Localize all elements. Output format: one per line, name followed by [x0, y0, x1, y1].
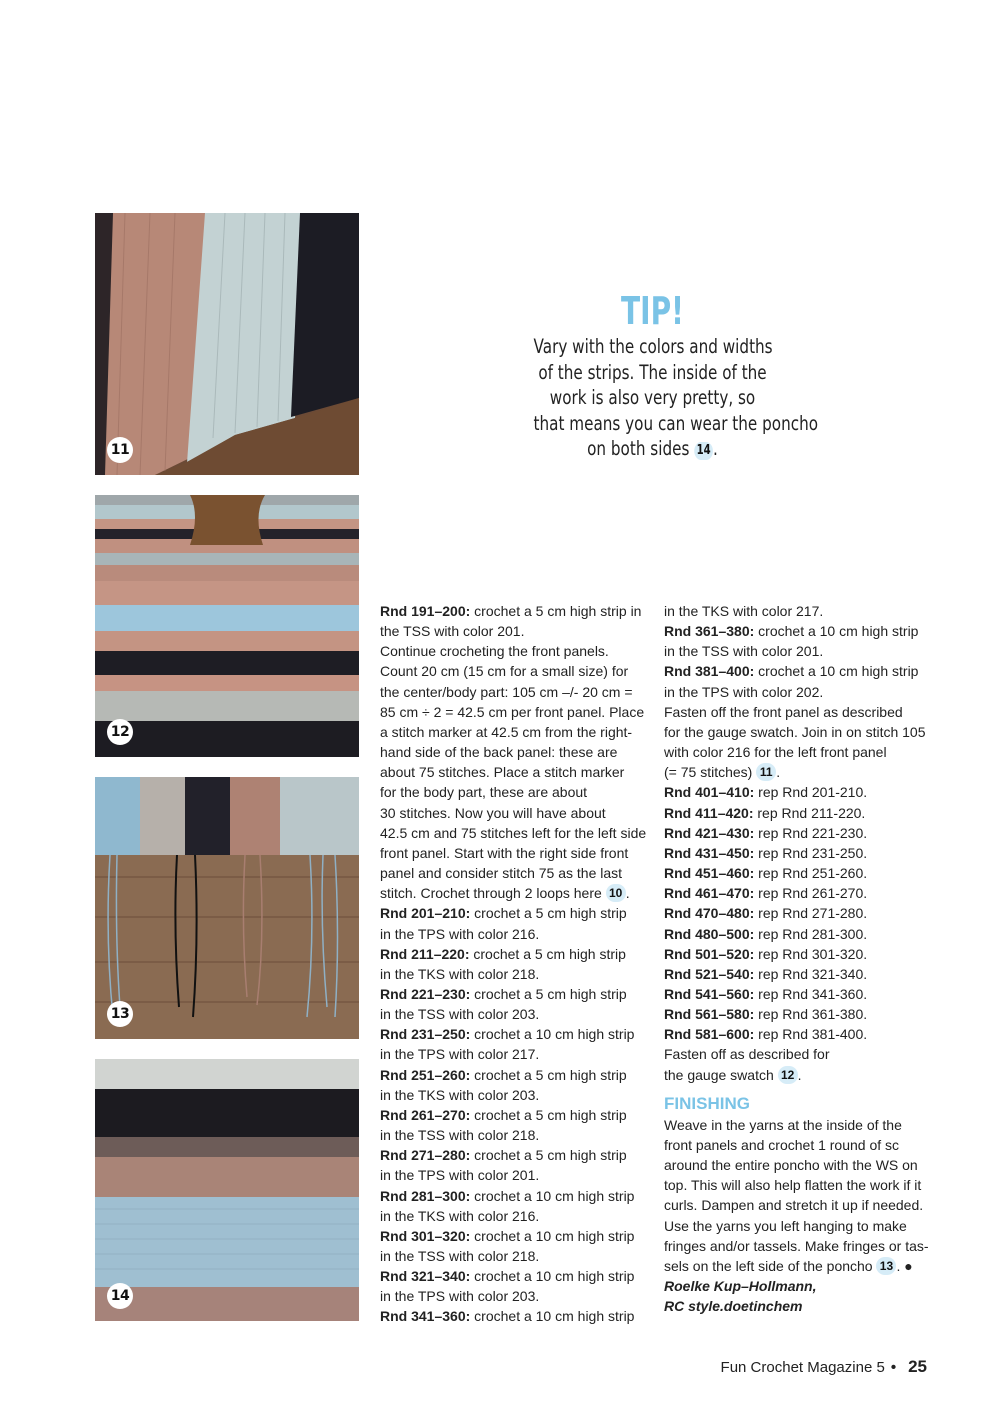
text-line: [380, 1125, 650, 1145]
text-line: [380, 1186, 650, 1206]
line-text: front panel. Start with the right side front: [380, 844, 629, 861]
text-line: [380, 1165, 650, 1185]
round-label: Rnd 211–220:: [380, 945, 470, 962]
crochet-photo-11: [95, 213, 359, 475]
text-line: [380, 803, 650, 823]
line-text: 42.5 cm and 75 stitches left for the left side: [380, 824, 647, 841]
photo-12: [95, 495, 359, 757]
round-label: Rnd 221–230:: [380, 985, 471, 1002]
tip-title: TIP!: [621, 289, 684, 333]
text-line: [380, 984, 650, 1004]
round-label: Rnd 281–300:: [380, 1187, 471, 1204]
tip-box: [500, 288, 819, 462]
round-label: Rnd 261–270:: [380, 1106, 471, 1123]
text-line: [380, 883, 650, 903]
line-text: crochet a 10 cm high strip: [470, 1187, 635, 1204]
photo-ref-badge: 13: [876, 1257, 896, 1275]
text-line: [664, 843, 934, 863]
text-line: [664, 1175, 934, 1195]
text-line: [664, 883, 934, 903]
text-line: [380, 722, 650, 742]
text-line: [664, 742, 934, 762]
line-text: in the TKS with color 218.: [380, 965, 540, 982]
text-line: [664, 903, 934, 923]
line-text: in the TPS with color 202.: [664, 683, 824, 700]
line-text: crochet a 5 cm high strip: [469, 945, 626, 962]
crochet-photo-13: [95, 777, 359, 1039]
text-line: [380, 1065, 650, 1085]
round-label: Rnd 421–430:: [664, 824, 755, 841]
line-text: stitch. Crochet through 2 loops here: [380, 885, 606, 902]
line-text: in the TPS with color 201.: [380, 1167, 540, 1184]
round-label: Rnd 381–400:: [664, 663, 755, 680]
text-line: [664, 762, 934, 782]
round-label: Rnd 480–500:: [664, 925, 755, 942]
line-text: rep Rnd 281-300.: [754, 925, 868, 942]
crochet-photo-14: [95, 1059, 359, 1321]
line-text: for the gauge swatch. Join in on stitch 105: [664, 723, 926, 740]
line-text: rep Rnd 381-400.: [754, 1026, 868, 1043]
text-line: [664, 782, 934, 802]
round-label: Rnd 251–260:: [380, 1066, 471, 1083]
text-line: [380, 782, 650, 802]
line-text: crochet a 10 cm high strip: [470, 1308, 635, 1325]
text-line: [380, 621, 650, 641]
text-line: [664, 1004, 934, 1024]
line-text: crochet a 5 cm high strip: [470, 905, 627, 922]
text-line: [380, 1286, 650, 1306]
finishing-text: [664, 1115, 934, 1317]
text-line: [380, 1105, 650, 1125]
tip-line: work is also very pretty, so: [549, 386, 756, 409]
text-line: [380, 1004, 650, 1024]
photo-number-badge: 12: [107, 719, 133, 745]
line-text: the center/body part: 105 cm –/- 20 cm =: [380, 683, 633, 700]
text-line: [380, 702, 650, 722]
line-text: 30 stitches. Now you will have about: [380, 804, 606, 821]
line-text: Count 20 cm (15 cm for a small size) for: [380, 663, 629, 680]
text-line: [664, 1115, 934, 1135]
line-text: curls. Dampen and stretch it up if needed.: [664, 1197, 924, 1214]
line-text: in the TPS with color 203.: [380, 1288, 540, 1305]
line-text: in the TSS with color 218.: [380, 1248, 540, 1264]
line-text: rep Rnd 341-360.: [754, 985, 868, 1002]
instructions-list: [664, 601, 934, 1085]
round-label: Rnd 271–280:: [380, 1147, 471, 1164]
line-text: Fasten off as described for: [664, 1046, 830, 1063]
text-line: [664, 601, 934, 621]
line-text: Use the yarns you left hanging to make: [664, 1217, 907, 1234]
round-label: Rnd 321–340:: [380, 1268, 471, 1285]
text-line: [380, 742, 650, 762]
tip-line: of the strips. The inside of the: [538, 360, 767, 384]
text-line: [664, 1296, 934, 1316]
line-text: crochet a 5 cm high strip: [470, 1147, 627, 1164]
line-text: crochet a 10 cm high strip: [470, 1268, 635, 1285]
line-text: rep Rnd 201-210.: [754, 784, 868, 801]
text-line: [380, 924, 650, 944]
line-text: the TSS with color 201.: [380, 623, 525, 640]
round-label: Rnd 431–450:: [664, 844, 755, 861]
crochet-photo-12: [95, 495, 359, 757]
text-line: [380, 903, 650, 923]
line-text: fringes and/or tassels. Make fringes or tas-: [664, 1237, 929, 1254]
tip-line-text: on both sides: [587, 437, 690, 460]
page-number: 25: [908, 1357, 927, 1376]
line-text: Continue crocheting the front panels.: [380, 643, 609, 660]
line-end: .: [625, 885, 630, 902]
text-line: [380, 964, 650, 984]
line-text: in the TKS with color 217.: [664, 603, 824, 619]
magazine-title: Fun Crochet Magazine 5: [720, 1359, 885, 1376]
text-line: [664, 641, 934, 661]
line-text: around the entire poncho with the WS on: [664, 1157, 918, 1174]
round-label: Rnd 201–210:: [380, 905, 471, 922]
text-line: [380, 863, 650, 883]
line-text: Weave in the yarns at the inside of the: [664, 1116, 902, 1133]
line-text: front panels and crochet 1 round of sc: [664, 1136, 900, 1153]
round-label: Rnd 461–470:: [664, 885, 755, 902]
photo-number-badge: 14: [107, 1283, 133, 1309]
line-text: rep Rnd 251-260.: [754, 865, 868, 882]
line-text: with color 216 for the left front panel: [664, 744, 887, 761]
line-text: sels on the left side of the poncho: [664, 1257, 877, 1274]
instructions-column-2: [664, 601, 934, 1316]
text-line: [380, 1044, 650, 1064]
text-line: [664, 1276, 934, 1296]
line-text: crochet a 10 cm high strip: [754, 623, 919, 640]
text-line: [380, 944, 650, 964]
text-line: [664, 1024, 934, 1044]
text-line: [380, 601, 650, 621]
text-line: [380, 641, 650, 661]
line-text: crochet a 5 cm high strip: [470, 1066, 627, 1083]
round-label: Rnd 581–600:: [664, 1026, 755, 1043]
line-text: in the TKS with color 216.: [380, 1207, 540, 1224]
instructions-column-1: [380, 601, 650, 1327]
line-text: crochet a 5 cm high strip: [470, 1106, 627, 1123]
photo-ref-badge: 12: [778, 1066, 798, 1084]
line-text: rep Rnd 321-340.: [754, 965, 868, 982]
line-text: (= 75 stitches): [664, 764, 757, 781]
line-text: rep Rnd 211-220.: [753, 804, 866, 821]
line-text: in the TKS with color 203.: [380, 1086, 540, 1103]
line-end: .: [776, 764, 781, 781]
line-text: rep Rnd 231-250.: [754, 844, 868, 861]
tip-line: that means you can wear the poncho: [533, 411, 819, 435]
line-text: 85 cm ÷ 2 = 42.5 cm per front panel. Place: [380, 703, 645, 720]
text-line: [664, 1195, 934, 1215]
line-text: the gauge swatch: [664, 1066, 778, 1083]
text-line: [664, 823, 934, 843]
text-line: [380, 1085, 650, 1105]
line-text: Fasten off the front panel as described: [664, 703, 903, 720]
line-text: top. This will also help flatten the work if it: [664, 1177, 922, 1194]
text-line: [664, 722, 934, 742]
text-line: [380, 682, 650, 702]
line-end: . ●: [896, 1257, 913, 1274]
line-text: in the TPS with color 217.: [380, 1046, 540, 1063]
text-line: [380, 823, 650, 843]
line-text: rep Rnd 361-380.: [754, 1006, 868, 1023]
round-label: Rnd 501–520:: [664, 945, 755, 962]
line-text: crochet a 5 cm high strip: [470, 985, 627, 1002]
round-label: Rnd 401–410:: [664, 784, 755, 801]
text-line: [380, 1226, 650, 1246]
text-line: [664, 1256, 934, 1276]
photo-number-badge: 13: [107, 1001, 133, 1027]
text-line: [664, 702, 934, 722]
photo-ref-badge: 14: [694, 442, 713, 460]
line-text: in the TSS with color 218.: [380, 1127, 540, 1144]
text-line: [664, 944, 934, 964]
text-line: [664, 1216, 934, 1236]
round-label: Rnd 521–540:: [664, 965, 755, 982]
line-text: crochet a 10 cm high strip: [754, 663, 919, 680]
text-line: [664, 1065, 934, 1085]
line-text: panel and consider stitch 75 as the last: [380, 865, 623, 882]
text-line: [664, 661, 934, 681]
text-line: [380, 661, 650, 681]
text-line: [380, 843, 650, 863]
round-label: Rnd 541–560:: [664, 985, 755, 1002]
round-label: Rnd 301–320:: [380, 1227, 471, 1244]
round-label: Rnd 361–380:: [664, 623, 755, 640]
line-text: about 75 stitches. Place a stitch marker: [380, 764, 625, 781]
line-text: rep Rnd 261-270.: [754, 885, 868, 902]
line-text: hand side of the back panel: these are: [380, 744, 618, 761]
round-label: Rnd 341–360:: [380, 1308, 471, 1325]
tip-end: .: [713, 437, 718, 460]
finishing-title: FINISHING: [664, 1093, 750, 1113]
line-text: crochet a 10 cm high strip: [470, 1026, 635, 1043]
text-line: [664, 621, 934, 641]
photo-ref-badge: 10: [606, 884, 626, 902]
text-line: [664, 924, 934, 944]
round-label: Rnd 231–250:: [380, 1026, 471, 1043]
round-label: Rnd 470–480:: [664, 905, 755, 922]
text-line: [380, 1145, 650, 1165]
text-line: [380, 762, 650, 782]
photo-13: [95, 777, 359, 1039]
text-line: [664, 1155, 934, 1175]
tip-line-last: [534, 436, 772, 462]
line-text: in the TSS with color 201.: [664, 643, 824, 660]
tip-line: Vary with the colors and widths: [533, 335, 773, 358]
text-line: [664, 863, 934, 883]
text-line: [664, 803, 934, 823]
text-line: [380, 1246, 650, 1266]
round-label: Rnd 191–200:: [380, 603, 471, 619]
text-line: [380, 1206, 650, 1226]
text-line: [380, 1024, 650, 1044]
line-text: for the body part, these are about: [380, 784, 588, 801]
text-line: [664, 1044, 934, 1064]
photo-ref-badge: 11: [756, 763, 776, 781]
line-text: crochet a 5 cm high strip in: [470, 603, 642, 619]
line-text: in the TSS with color 203.: [380, 1006, 540, 1023]
photo-14: [95, 1059, 359, 1321]
photo-number-badge: 11: [107, 437, 133, 463]
author-credit: RC style.doetinchem: [664, 1298, 803, 1315]
author-credit: Roelke Kup–Hollmann,: [664, 1278, 817, 1294]
round-label: Rnd 411–420:: [664, 804, 754, 821]
text-line: [664, 1236, 934, 1256]
text-line: [380, 1306, 650, 1326]
line-text: crochet a 10 cm high strip: [470, 1227, 635, 1244]
text-line: [664, 1135, 934, 1155]
round-label: Rnd 451–460:: [664, 865, 755, 882]
text-line: [664, 984, 934, 1004]
line-text: in the TPS with color 216.: [380, 925, 540, 942]
line-text: rep Rnd 301-320.: [754, 945, 868, 962]
text-line: [664, 682, 934, 702]
footer-bullet: •: [890, 1359, 897, 1376]
line-text: rep Rnd 221-230.: [754, 824, 868, 841]
round-label: Rnd 561–580:: [664, 1006, 755, 1023]
page-footer: [721, 1357, 927, 1377]
text-line: [380, 1266, 650, 1286]
line-text: rep Rnd 271-280.: [754, 905, 868, 922]
text-line: [664, 964, 934, 984]
line-text: a stitch marker at 42.5 cm from the right-: [380, 723, 633, 740]
photo-11: [95, 213, 359, 475]
line-end: .: [797, 1066, 802, 1083]
